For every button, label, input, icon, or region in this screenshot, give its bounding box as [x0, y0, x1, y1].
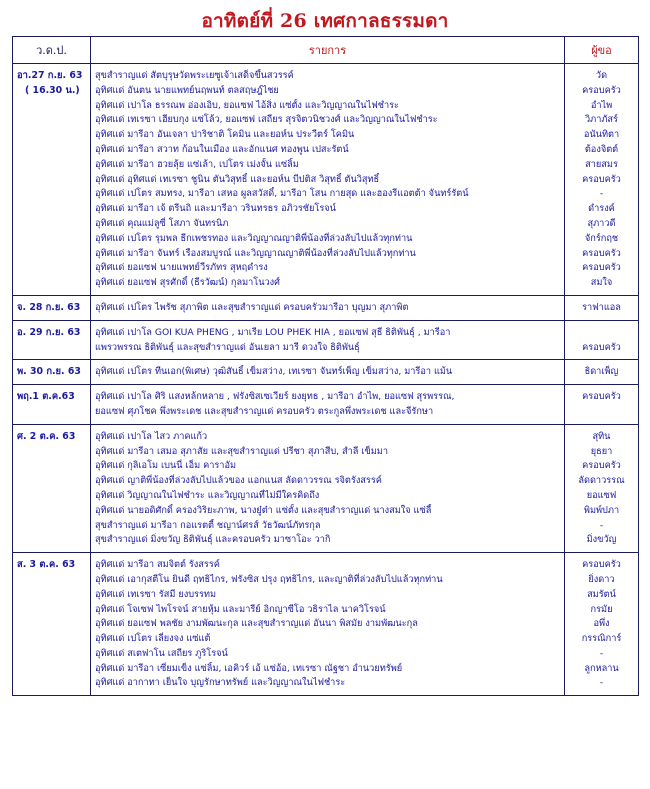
- requester-name: จักร์กฤช: [584, 232, 619, 244]
- intention-line: อุทิศแด่ เปาโล ศิริ แสงหล้กหลาย , ฟรังซิสเซเวียร์ ยงยุทธ , มารีอา อำไพ, ยอแซฟ สุรพรรณ,: [95, 391, 455, 403]
- header-items: รายการ: [91, 37, 565, 64]
- intention-line: อุทิศแด่ ยอแซฟ นายแพทย์วีรภัทร สุหฤดำรง: [95, 262, 268, 274]
- date-text: อา.27 ก.ย. 63: [17, 70, 83, 81]
- requester-cell: [565, 385, 639, 425]
- intention-line: อุทิศแด่ เปโตร ไพรัช สุภาพิต และสุขสำราญแด่ ครอบครัวมารีอา บุญมา สุภาพิต: [95, 301, 409, 313]
- table-row: [13, 64, 639, 296]
- date-cell: [13, 424, 91, 552]
- requester-name: ยิ่งดาว: [588, 573, 615, 585]
- requester-name: ราฟาแอล: [582, 301, 621, 313]
- requester-name: กรรณิการ์: [581, 633, 622, 645]
- requester-name: -: [599, 188, 604, 200]
- intention-line: อุทิศแด่ คุณแม่ลูซี่ โสภา จันทรนิภ: [95, 217, 229, 229]
- date-text: ส. 3 ต.ค. 63: [17, 559, 76, 571]
- requester-name: ธิดาเพ็ญ: [584, 366, 619, 378]
- intention-line: อุทิศแด่ อันตน นายแพทย์นฤพนท์ ตลสฤษฎ์ไชย: [95, 84, 279, 96]
- table-row: [13, 553, 639, 696]
- requester-name: อพึ่ง: [593, 618, 610, 630]
- requester-name: อนันทิตา: [583, 129, 620, 141]
- requester-name: ดำรงค์: [588, 203, 615, 215]
- requester-name: ครอบครัว: [582, 341, 621, 353]
- requester-name: สมรัตน์: [587, 588, 616, 600]
- requester-name: ครอบครัว: [582, 262, 621, 274]
- intention-line: อุทิศแด่ มารีอา สวาท ก้อนในเมือง และอักแนศ ทองพูน เปสะรัตน์: [95, 143, 349, 155]
- intention-line: สุขสำราญแด่ มิ่งขวัญ ธิติพันธุ์ และครอบครัว มาซาโอะ วากิ: [95, 534, 331, 546]
- requester-name: ครอบครัว: [582, 84, 621, 96]
- intention-line: อุทิศแด่ เปโตร สมทรง, มารีอา เสหอ ผูลสวัสดิ์, มารีอา โสน กายสุด และฮองรีแอตต้า จันทร์รัตน์: [95, 188, 469, 200]
- items-cell: [91, 360, 565, 385]
- intention-line: อุทิศแด่ เทเรซา รัสมี ยงบรรทม: [95, 588, 217, 600]
- intention-line: อุทิศแด่ เปาโล ธรรณพ อ่องเอิบ, ยอแซฟ ไอ้สิ่ง แซ่ตั้ง และวิญญาณในไฟชำระ: [95, 99, 399, 111]
- items-cell: [91, 320, 565, 360]
- intention-line: อุทิศแด่ ยอแซฟ สุรศักดิ์ (ธีรวัฒน์) กุลมาโนวงศ์: [95, 277, 280, 289]
- requester-name: สายสมร: [585, 158, 618, 170]
- requester-cell: [565, 424, 639, 552]
- table-row: [13, 424, 639, 552]
- requester-name: [567, 326, 636, 341]
- requester-name: ต้องจิตต์: [584, 143, 619, 155]
- intention-line: อุทิศแด่ มารีอา อันเจลา ปาริชาติ โคมิน และยอห์น ประวีตร์ โคมิน: [95, 129, 355, 141]
- date-cell: [13, 320, 91, 360]
- items-cell: [91, 385, 565, 425]
- requester-name: สมใจ: [590, 277, 613, 289]
- intention-line: อุทิศแด่ อุทิศแด่ เทเรซา ชูนิน ตันวิสุทธิ์ และยอห์น บีปติส วิสุทธิ์ ตันวิสุทธิ์: [95, 173, 380, 185]
- intention-line: อุทิศแด่ มารีอา ฮวยลุ้ย แซ่เล้า, เปโตร เม่งจั้น แซ่ลิ้ม: [95, 158, 299, 170]
- date-text: ศ. 2 ต.ค. 63: [17, 430, 76, 442]
- intention-line: อุทิศแด่ เทเรซา เฮียบกุง แซ่โล้ว, ยอแซฟ เสถียร สุรจิตวนิชวงศ์ และวิญญาณในไฟชำระ: [95, 114, 438, 126]
- requester-name: ครอบครัว: [582, 173, 621, 185]
- date-cell: [13, 360, 91, 385]
- header-date: ว.ด.ป.: [13, 37, 91, 64]
- date-text: พ. 30 ก.ย. 63: [17, 366, 81, 378]
- table-row: [13, 320, 639, 360]
- intention-line: อุทิศแด่ เปโตร รุมพล ธีกเพชรทอง และวิญญาณญาติพี่น้องที่ล่วงลับไปแล้วทุกท่าน: [95, 232, 413, 244]
- intention-line: อุทิศแด่ สเตฟาโน เสถียร ภูริโรจน์: [95, 647, 228, 659]
- intention-line: อุทิศแด่ ญาติพี่น้องที่ล่วงลับไปแล้วของ แอกแนส ลัดดาวรรณ รจิตรังสรรค์: [95, 475, 382, 487]
- intention-line: ยอแซฟ ศุภโชค พึ่งพระเดช และสุขสำราญแด่ ครอบครัว ตระกูลพึ่งพระเดช และจีรักษา: [95, 405, 434, 417]
- date-cell: [13, 64, 91, 296]
- intention-line: อุทิศแด่ เปาโล GOI KUA PHENG , มาเรีย LOU PHEK HIA , ยอแซฟ สุธี ธิติพันธุ์ , มารีอา: [95, 326, 451, 338]
- requester-name: อำไพ: [590, 99, 613, 111]
- intention-line: สุขสำราญแด่ สัตบุรุษวัดพระเยซูเจ้าเสด็จขึ้นสวรรค์: [95, 70, 294, 81]
- requester-name: มิ่งขวัญ: [586, 534, 617, 546]
- items-cell: [91, 64, 565, 296]
- requester-name: สุภาวดี: [587, 217, 616, 229]
- intention-line: อุทิศแด่ เปโตร เลี่ยงจง แซ่แต้: [95, 633, 211, 645]
- intention-line: อุทิศแด่ มารีอา จันทร์ เรืองสมบูรณ์ และวิญญาณญาติพี่น้องที่ล่วงลับไปแล้วทุกท่าน: [95, 247, 416, 259]
- requester-name: ยอแซฟ: [586, 489, 617, 501]
- intention-line: อุทิศแด่ อากาทา เย็นใจ บุญรักษาทรัพย์ และวิญญาณในไฟชำระ: [95, 677, 346, 689]
- intention-line: อุทิศแด่ เปาโล ไสว ภาคแก้ว: [95, 430, 208, 442]
- requester-name: ครอบครัว: [582, 559, 621, 571]
- requester-name: สุทิน: [592, 430, 611, 442]
- intention-line: อุทิศแด่ โจเซฟ ไพโรจน์ สายหุ้ม และมารีย์ อิกญาซีโอ วธิราไล นาควิโรจน์: [95, 603, 386, 615]
- date-text: อ. 29 ก.ย. 63: [17, 326, 81, 338]
- intention-line: อุทิศแด่ ยอแซฟ พลชัย งามพัฒนะกุล และสุขสำราญแด่ อันนา พิสมัย งามพัฒนะกุล: [95, 618, 418, 630]
- requester-name: กรมัย: [590, 603, 613, 615]
- table-row: [13, 295, 639, 320]
- requester-name: -: [599, 677, 604, 689]
- date-text: ( 16.30 น.): [25, 84, 80, 96]
- table-header-row: [13, 37, 639, 64]
- intention-line: อุทิศแด่ วิญญาณในไฟชำระ และวิญญาณที่ไม่มีใครคิดถึง: [95, 489, 320, 501]
- intention-line: อุทิศแด่ กุลิเอโม เบนนี่ เอ็ม คาราอัม: [95, 460, 237, 472]
- items-cell: [91, 553, 565, 696]
- requester-name: วิภาภัสร์: [585, 114, 618, 126]
- requester-name: -: [599, 519, 604, 531]
- intention-line: สุขสำราญแด่ มารีอา กอแรตตี้ ชญาน์ศรส์ วัธวัฒน์ภัทรกุล: [95, 519, 321, 531]
- date-text: จ. 28 ก.ย. 63: [17, 301, 81, 313]
- date-cell: [13, 295, 91, 320]
- requester-cell: [565, 295, 639, 320]
- requester-name: ยุธยา: [590, 445, 613, 457]
- requester-name: -: [599, 647, 604, 659]
- intention-line: อุทิศแด่ มารีอา เซี่ยมเข็ง แซ่ลิ้ม, เอคิวร์ เอ้ แซ่อ้อ, เทเรซา ณัฐชา อำนวยทรัพย์: [95, 662, 403, 674]
- header-requester: ผู้ขอ: [565, 37, 639, 64]
- requester-name: พิมพ์ปภา: [583, 504, 620, 516]
- date-cell: [13, 553, 91, 696]
- mass-intentions-table: [12, 36, 639, 696]
- intention-line: แพรวพรรณ ธิติพันธุ์ และสุขสำราญแด่ อันเยลา มารี ดวงใจ ธิติพันธุ์: [95, 341, 360, 353]
- intention-line: อุทิศแด่ มารีอา สมจิตต์ รังสรรค์: [95, 559, 220, 571]
- items-cell: [91, 424, 565, 552]
- requester-cell: [565, 553, 639, 696]
- date-cell: [13, 385, 91, 425]
- requester-name: ครอบครัว: [582, 247, 621, 259]
- intention-line: อุทิศแด่ มารีอา เสมอ สุภาสัย และสุขสำราญแด่ ปรีชา สุภาสีบ, สำลี เข็มมา: [95, 445, 389, 457]
- intention-line: อุทิศแด่ มารีอา เจ้ ตรีนถิ และมารีอา วรินทรธร อภิวรชัยโรจน์: [95, 203, 336, 215]
- table-row: [13, 360, 639, 385]
- requester-name: ลูกหลาน: [584, 662, 619, 674]
- requester-name: ครอบครัว: [582, 391, 621, 403]
- requester-cell: [565, 320, 639, 360]
- items-cell: [91, 295, 565, 320]
- requester-name: ลัดดาวรรณ: [578, 475, 625, 487]
- requester-name: วัด: [595, 70, 608, 81]
- date-text: พฤ.1 ต.ค.63: [17, 391, 75, 403]
- requester-name: ครอบครัว: [582, 460, 621, 472]
- page-title: อาทิตย์ที่ 26 เทศกาลธรรมดา: [201, 10, 449, 32]
- intention-line: อุทิศแด่ นายอดิศักดิ์ ครองวิริยะภาพ, นางยู๋ต๋า แซ่ตั้ง และสุขสำราญแด่ นางสมใจ แซ่ลี้: [95, 504, 432, 516]
- intention-line: อุทิศแด่ เอากุสตีโน ยินดี ฤทธิไกร, ฟรังซิส ปรุง ฤทธิไกร, และญาติที่ล่วงลับไปแล้วทุกท่าน: [95, 573, 443, 585]
- requester-name: [567, 405, 636, 420]
- intention-line: อุทิศแด่ เปโตร ทีนเอก(พิเศษ) วุฒิสันธิ์ เข็มสว่าง, เทเรซา จันทร์เพ็ญ เข็มสว่าง, มารีอา แม้น: [95, 366, 453, 378]
- requester-cell: [565, 64, 639, 296]
- requester-cell: [565, 360, 639, 385]
- table-row: [13, 385, 639, 425]
